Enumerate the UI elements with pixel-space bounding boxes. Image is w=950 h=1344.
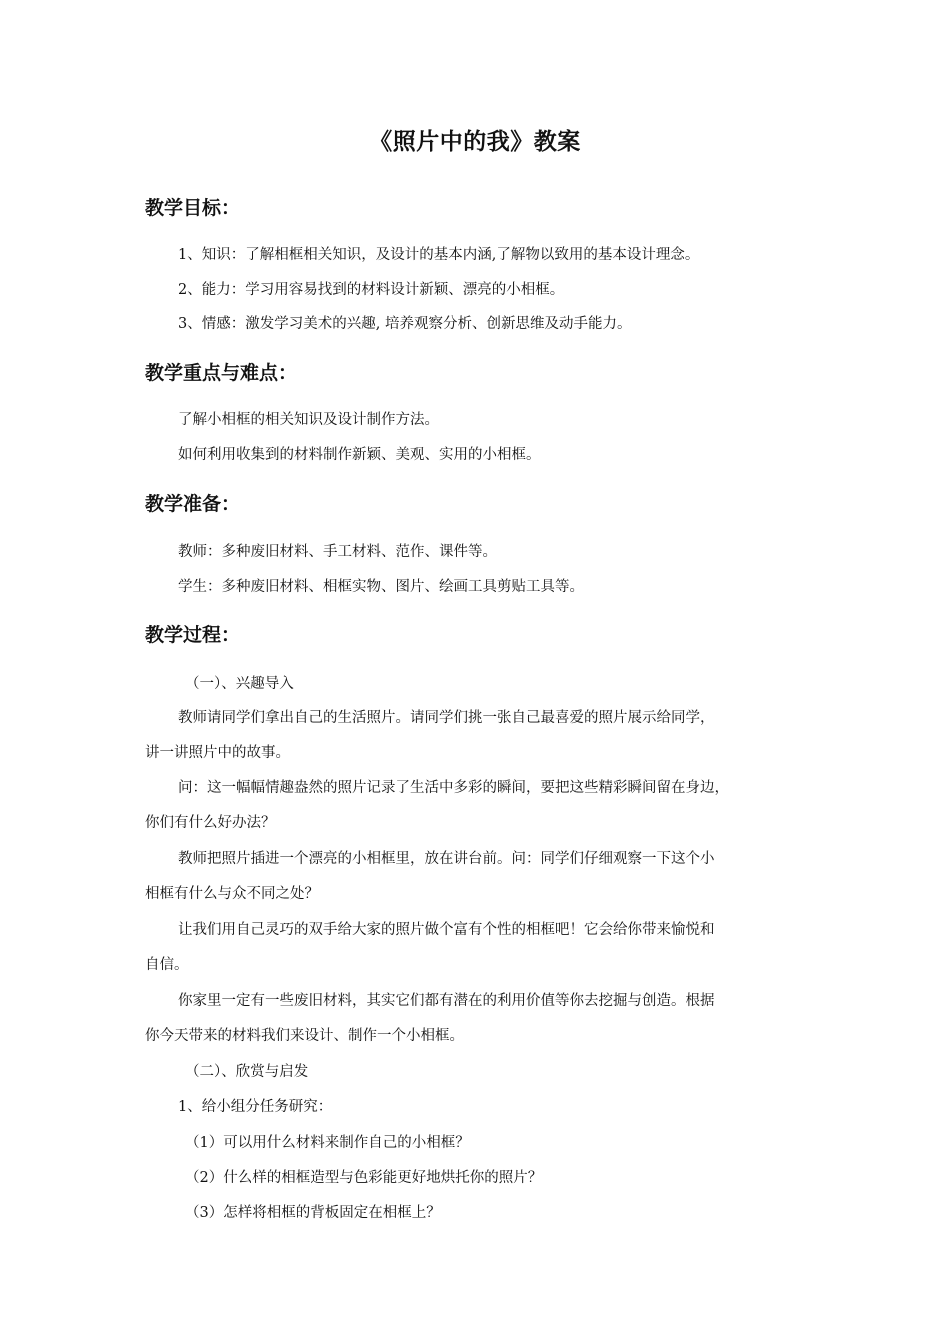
paragraph-line: 让我们用自己灵巧的双手给大家的照片做个富有个性的相框吧！它会给你带来愉悦和: [178, 922, 715, 938]
question-item: （3）怎样将相框的背板固定在相框上？: [185, 1205, 441, 1221]
question-item: （2）什么样的相框造型与色彩能更好地烘托你的照片？: [185, 1170, 543, 1186]
paragraph-line: 教师把照片插进一个漂亮的小相框里，放在讲台前。问：同学们仔细观察一下这个小: [178, 851, 715, 867]
task-intro: 1、给小组分任务研究：: [178, 1099, 333, 1115]
objective-item: 3、情感：激发学习美术的兴趣, 培养观察分析、创新思维及动手能力。: [178, 316, 632, 332]
paragraph-line: 自信。: [145, 957, 189, 973]
part1-title: （一）、兴趣导入: [185, 676, 294, 692]
document-title: 《照片中的我》教案: [369, 128, 581, 155]
paragraph-line: 问：这一幅幅情趣盎然的照片记录了生活中多彩的瞬间，要把这些精彩瞬间留在身边，: [178, 780, 729, 796]
preparation-item: 学生：多种废旧材料、相框实物、图片、绘画工具剪贴工具等。: [178, 579, 584, 595]
heading-preparation: 教学准备：: [145, 493, 241, 515]
preparation-item: 教师：多种废旧材料、手工材料、范作、课件等。: [178, 544, 497, 560]
paragraph-line: 你今天带来的材料我们来设计、制作一个小相框。: [145, 1028, 464, 1044]
paragraph-line: 你们有什么好办法？: [145, 815, 276, 831]
part2-title: （二）、欣赏与启发: [185, 1064, 309, 1080]
paragraph-line: 相框有什么与众不同之处？: [145, 886, 319, 902]
paragraph-line: 教师请同学们拿出自己的生活照片。请同学们挑一张自己最喜爱的照片展示给同学，: [178, 710, 715, 726]
objective-item: 2、能力：学习用容易找到的材料设计新颖、漂亮的小相框。: [178, 282, 565, 298]
key-point-item: 如何利用收集到的材料制作新颖、美观、实用的小相框。: [178, 447, 541, 463]
objective-item: 1、知识：了解相框相关知识，及设计的基本内涵,了解物以致用的基本设计理念。: [178, 247, 700, 263]
heading-objectives: 教学目标：: [145, 197, 241, 219]
paragraph-line: 讲一讲照片中的故事。: [145, 745, 290, 761]
heading-key-points: 教学重点与难点：: [145, 362, 298, 384]
paragraph-line: 你家里一定有一些废旧材料，其实它们都有潜在的利用价值等你去挖掘与创造。根据: [178, 993, 715, 1009]
heading-process: 教学过程：: [145, 624, 241, 646]
key-point-item: 了解小相框的相关知识及设计制作方法。: [178, 412, 439, 428]
question-item: （1）可以用什么材料来制作自己的小相框？: [185, 1135, 470, 1151]
